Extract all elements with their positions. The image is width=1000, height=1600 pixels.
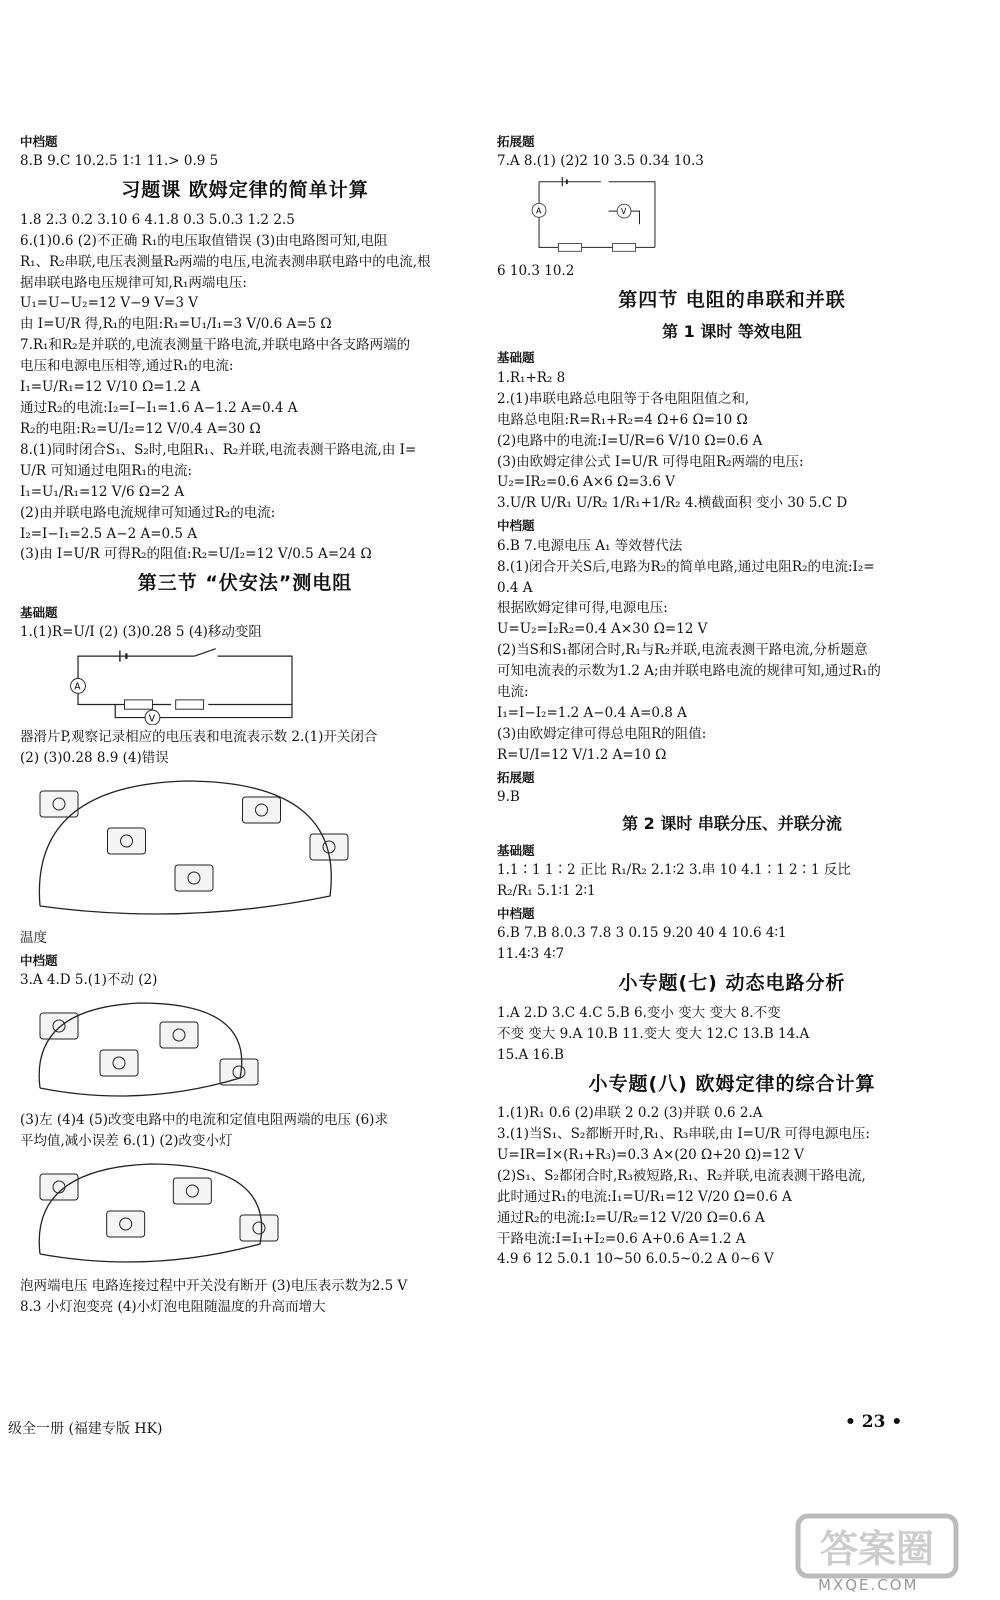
svg-text:V: V [620, 207, 627, 217]
answer-line: R₁、R₂串联,电压表测量R₂两端的电压,电流表测串联电路中的电流,根 [20, 253, 431, 270]
watermark-text: MXQE.COM [818, 1576, 919, 1594]
answer-line: I₂=I−I₁=2.5 A−2 A=0.5 A [20, 525, 198, 542]
circuit-diagram [20, 645, 350, 725]
answer-line: R=U/I=12 V/1.2 A=10 Ω [497, 746, 667, 763]
difficulty-label: 拓展题 [497, 134, 535, 149]
answer-line: (3)由欧姆定律可得总电阻R的阻值: [497, 725, 707, 742]
answer-line: (2)当S和S₁都闭合时,R₁与R₂并联,电流表测干路电流,分析题意 [497, 642, 868, 659]
answer-line: I₁=U₁/R₁=12 V/6 Ω=2 A [20, 483, 185, 500]
difficulty-label: 中档题 [20, 134, 58, 149]
section-heading: 小专题(七) 动态电路分析 [618, 972, 846, 995]
answer-line: 根据欧姆定律可得,电源电压: [497, 600, 668, 617]
answer-line: 器滑片P,观察记录相应的电压表和电流表示数 2.(1)开关闭合 [20, 729, 378, 746]
answer-line: (2)电路中的电流:I=U/R=6 V/10 Ω=0.6 A [497, 432, 763, 449]
answer-line: 8.(1)同时闭合S₁、S₂时,电阻R₁、R₂并联,电流表测干路电流,由 I= [20, 441, 417, 458]
answer-line: U=IR=I×(R₁+R₃)=0.3 A×(20 Ω+20 Ω)=12 V [497, 1146, 804, 1163]
answer-line: (2)由并联电路电流规律可知通过R₂的电流: [20, 504, 276, 521]
answer-line: U₂=IR₂=0.6 A×6 Ω=3.6 V [497, 474, 676, 491]
answer-line: U=U₂=I₂R₂=0.4 A×30 Ω=12 V [497, 621, 708, 638]
circuit-apparatus-figure [20, 993, 260, 1108]
answer-line: (2)S₁、S₂都闭合时,R₃被短路,R₁、R₂并联,电流表测干路电流, [497, 1167, 866, 1184]
answer-line: 1.R₁+R₂ 8 [497, 369, 566, 386]
footer-book-title: 级全一册 (福建专版 HK) [8, 1421, 163, 1437]
answer-line: 干路电流:I=I₁+I₂=0.6 A+0.6 A=1.2 A [497, 1230, 746, 1247]
answer-line: 8.B 9.C 10.2.5 1∶1 11.> 0.9 5 [20, 153, 219, 170]
answer-line: 6.(1)0.6 (2)不正确 R₁的电压取值错误 (3)由电路图可知,电阻 [20, 232, 388, 249]
svg-text:V: V [148, 713, 156, 725]
answer-line: I₁=I−I₂=1.2 A−0.4 A=0.8 A [497, 705, 687, 722]
answer-line: (3)由 I=U/R 可得R₂的阻值:R₂=U/I₂=12 V/0.5 A=24 Ω [20, 546, 372, 563]
answer-line: 8.3 小灯泡变亮 (4)小灯泡电阻随温度的升高而增大 [20, 1298, 326, 1315]
watermark-logo-text: 答案圈 [819, 1527, 935, 1571]
answer-line: 泡两端电压 电路连接过程中开关没有断开 (3)电压表示数为2.5 V [20, 1278, 408, 1295]
answer-line: 11.4∶3 4∶7 [497, 946, 565, 963]
answer-line: 据串联电路电压规律可知,R₁两端电压: [20, 274, 247, 291]
circuit-apparatus-figure [20, 1154, 280, 1274]
answer-line: 4.9 6 12 5.0.1 10~50 6.0.5~0.2 A 0~6 V [497, 1251, 774, 1268]
answer-line: 1.1∶1 1∶2 正比 R₁/R₂ 2.1∶2 3.串 10 4.1∶1 2∶1 反比 [497, 862, 851, 879]
section-heading: 小专题(八) 欧姆定律的综合计算 [588, 1072, 876, 1095]
answer-line: 15.A 16.B [497, 1046, 564, 1063]
answer-line: U₁=U−U₂=12 V−9 V=3 V [20, 295, 198, 312]
difficulty-label: 基础题 [497, 350, 535, 366]
answer-line: R₂/R₁ 5.1∶1 2∶1 [497, 883, 596, 900]
answer-line: 2.(1)串联电路总电阻等于各电阻阻值之和, [497, 390, 750, 407]
answer-line: 8.(1)闭合开关S后,电路为R₂的简单电路,通过电阻R₂的电流:I₂= [497, 558, 875, 575]
answer-line: (3)左 (4)4 (5)改变电路中的电流和定值电阻两端的电压 (6)求 [20, 1112, 388, 1129]
answer-line: 6.B 7.电源电压 A₁ 等效替代法 [497, 537, 683, 554]
answer-line: 温度 [20, 929, 47, 946]
answer-line: U/R 可知通过电阻R₁的电流: [20, 462, 193, 479]
answer-line: 平均值,减小误差 6.(1) (2)改变小灯 [20, 1133, 233, 1150]
section-heading: 第 1 课时 等效电阻 [662, 321, 802, 341]
answer-line: 电路总电阻:R=R₁+R₂=4 Ω+6 Ω=10 Ω [497, 411, 748, 428]
answer-line: 7.A 8.(1) (2)2 10 3.5 0.34 10.3 [497, 153, 704, 170]
difficulty-label: 基础题 [497, 842, 535, 858]
circuit-diagram [497, 174, 697, 259]
answer-line: (2) (3)0.28 8.9 (4)错误 [20, 750, 169, 767]
page-number: • 23 • [845, 1412, 903, 1432]
answer-line: 1.(1)R₁ 0.6 (2)串联 2 0.2 (3)并联 0.6 2.A [497, 1104, 763, 1121]
answer-line: 可知电流表的示数为1.2 A;由并联电路电流的规律可知,通过R₁的 [497, 663, 881, 680]
answer-line: 通过R₂的电流:I₂=I−I₁=1.6 A−1.2 A=0.4 A [20, 400, 298, 417]
answer-line: 7.R₁和R₂是并联的,电流表测量干路电流,并联电路中各支路两端的 [20, 337, 411, 354]
answer-line: (3)由欧姆定律公式 I=U/R 可得电阻R₂两端的电压: [497, 453, 804, 470]
section-heading: 第四节 电阻的串联和并联 [618, 289, 846, 312]
svg-text:A: A [74, 681, 81, 693]
answer-line: 不变 变大 9.A 10.B 11.变大 变大 12.C 13.B 14.A [497, 1025, 810, 1042]
answer-line: 此时通过R₁的电流:I₁=U/R₁=12 V/20 Ω=0.6 A [497, 1188, 792, 1205]
answer-line: 1.(1)R=U/I (2) (3)0.28 5 (4)移动变阻 [20, 624, 262, 641]
answer-line: 3.(1)当S₁、S₂都断开时,R₁、R₃串联,由 I=U/R 可得电源电压: [497, 1125, 870, 1142]
answer-line: 9.B [497, 789, 520, 806]
answer-line: 1.8 2.3 0.2 3.10 6 4.1.8 0.3 5.0.3 1.2 2.5 [20, 211, 295, 228]
answer-line: 0.4 A [497, 579, 533, 596]
right-column [497, 130, 967, 1270]
circuit-apparatus-figure [20, 771, 350, 926]
left-column [20, 130, 470, 1318]
answer-line: 1.A 2.D 3.C 4.C 5.B 6.变小 变大 变大 8.不变 [497, 1004, 781, 1021]
answer-line: R₂的电阻:R₂=U/I₂=12 V/0.4 A=30 Ω [20, 420, 261, 437]
answer-line: 电压和电源电压相等,通过R₁的电流: [20, 358, 234, 375]
answer-line: 3.A 4.D 5.(1)不动 (2) [20, 972, 158, 989]
answer-line: I₁=U/R₁=12 V/10 Ω=1.2 A [20, 379, 201, 396]
answer-line: 3.U/R U/R₁ U/R₂ 1/R₁+1/R₂ 4.横截面积 变小 30 5.C D [497, 495, 848, 512]
section-heading: 第 2 课时 串联分压、并联分流 [622, 814, 842, 834]
answer-line: 通过R₂的电流:I₂=U/R₂=12 V/20 Ω=0.6 A [497, 1209, 765, 1226]
difficulty-label: 中档题 [497, 518, 535, 534]
difficulty-label: 中档题 [497, 906, 535, 922]
answer-line: 6 10.3 10.2 [497, 263, 575, 280]
difficulty-label: 拓展题 [497, 769, 535, 785]
difficulty-label: 基础题 [20, 604, 58, 620]
section-heading: 第三节 “伏安法”测电阻 [137, 572, 353, 595]
answer-line: 6.B 7.B 8.0.3 7.8 3 0.15 9.20 40 4 10.6 4∶1 [497, 925, 787, 942]
answer-line: 电流: [497, 684, 529, 701]
svg-text:A: A [535, 206, 542, 216]
difficulty-label: 中档题 [20, 952, 58, 968]
section-heading: 习题课 欧姆定律的简单计算 [121, 179, 369, 202]
answer-line: 由 I=U/R 得,R₁的电阻:R₁=U₁/I₁=3 V/0.6 A=5 Ω [20, 316, 332, 333]
